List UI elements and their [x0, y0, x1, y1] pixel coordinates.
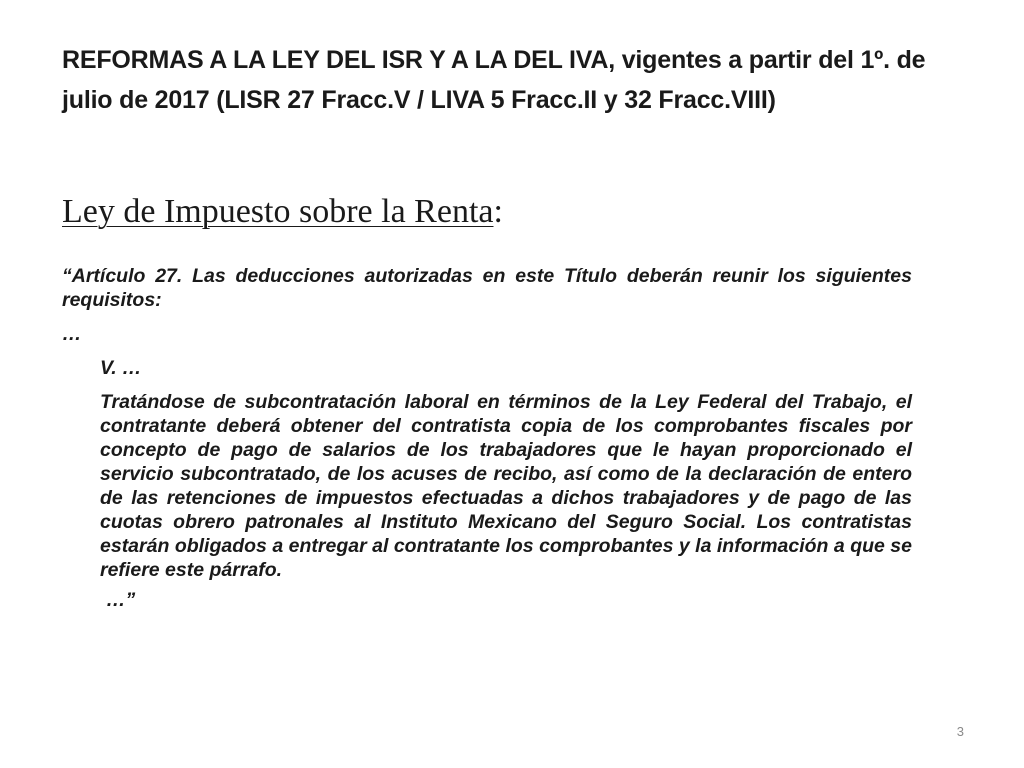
ellipsis-line: …: [62, 323, 82, 345]
closing-ellipsis: …”: [106, 589, 136, 611]
section-heading-colon: :: [493, 193, 503, 230]
article-quote: [62, 264, 912, 612]
fraction-paragraph: Tratándose de subcontratación laboral en términos de la Ley Federal del Trabajo, el contratante deberá obtener del contratista copia de los comprobantes fiscales por concepto de pago de salarios de los trabajadores que le hayan proporcionado el servicio subcontratado, de los acuses de recibo, así como de la declaración de entero de las retenciones de impuestos efectuadas a dichos trabajadores y de pago de las cuotas obrero patronales al Instituto Mexicano del Seguro Social. Los contratistas estarán obligados a entregar al contratante los comprobantes y la información a que se refiere este párrafo.: [100, 391, 912, 581]
slide-title: REFORMAS A LA LEY DEL ISR Y A LA DEL IVA, vigentes a partir del 1º. de julio de 2017 (LISR 27 Fracc.V / LIVA 5 Fracc.II y 32 Fracc.VIII): [62, 46, 926, 114]
page-number: 3: [956, 724, 964, 739]
article-intro: “Artículo 27. Las deducciones autorizadas en este Título deberán reunir los siguientes requisitos:: [62, 265, 912, 311]
section-heading-text: Ley de Impuesto sobre la Renta: [62, 193, 494, 230]
section-heading: [62, 190, 503, 234]
fraction-label: V. …: [100, 357, 142, 379]
